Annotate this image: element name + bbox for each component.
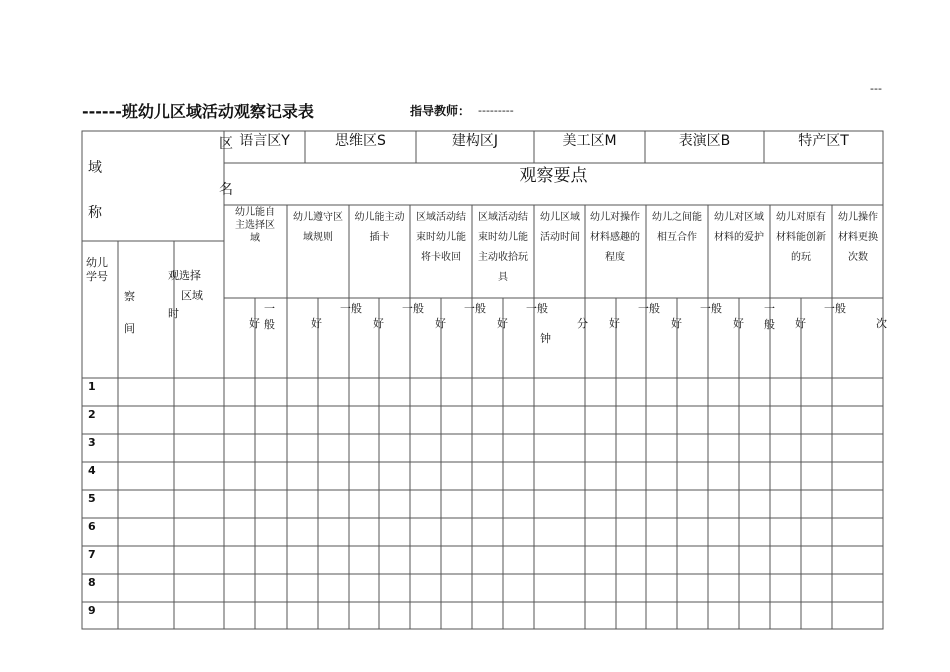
row-number: 4 bbox=[88, 464, 96, 477]
rating-fair: 一般 bbox=[824, 302, 846, 315]
point-cooperation: 幼儿之间能相互合作 bbox=[652, 212, 702, 243]
rating-fair-bottom: 般 bbox=[264, 318, 275, 331]
observation-title: 观察要点 bbox=[519, 166, 588, 186]
rating-fair: 一般 bbox=[526, 302, 548, 315]
rating-good: 好 bbox=[249, 317, 260, 330]
row-number: 2 bbox=[88, 408, 96, 421]
point-interest: 幼儿对操作材料感趣的程度 bbox=[590, 212, 640, 263]
zone-meigong: 美工区M bbox=[562, 133, 617, 149]
rating-good: 好 bbox=[373, 317, 384, 330]
row-number: 8 bbox=[88, 576, 96, 589]
rating-fair-top: 一 bbox=[764, 302, 775, 315]
label-cheng: 称 bbox=[88, 205, 102, 221]
corner-mark: --- bbox=[870, 82, 882, 95]
point-insert-card: 幼儿能主动插卡 bbox=[354, 212, 405, 243]
unit-fen: 分 bbox=[577, 317, 588, 330]
rating-fair-bottom: 般 bbox=[764, 318, 775, 331]
point-care-materials: 幼儿对区域材料的爱护 bbox=[714, 212, 764, 243]
rating-fair: 一般 bbox=[464, 302, 486, 315]
teacher-label: 指导教师： bbox=[410, 104, 471, 118]
zone-yuyan: 语言区Y bbox=[239, 133, 290, 149]
rating-fair-top: 一 bbox=[264, 302, 275, 315]
teacher-blank: --------- bbox=[478, 104, 514, 117]
label-shi: 时 bbox=[168, 307, 179, 320]
student-id-header: 幼儿学号 bbox=[86, 256, 108, 283]
point-follow-rules: 幼儿遵守区域规则 bbox=[293, 212, 343, 243]
rating-good: 好 bbox=[733, 317, 744, 330]
label-guanxuanze: 观选择 bbox=[168, 269, 201, 282]
rating-fair: 一般 bbox=[340, 302, 362, 315]
row-number: 1 bbox=[88, 380, 96, 393]
point-creative-play: 幼儿对原有材料能创新的玩 bbox=[776, 212, 826, 263]
label-qu: 区 bbox=[219, 136, 233, 152]
label-cha: 察 bbox=[124, 290, 135, 303]
rating-good: 好 bbox=[795, 317, 806, 330]
unit-ci: 次 bbox=[876, 317, 887, 330]
rating-fair: 一般 bbox=[638, 302, 660, 315]
label-jian: 间 bbox=[124, 322, 135, 335]
rating-good: 好 bbox=[435, 317, 446, 330]
rating-fair: 一般 bbox=[402, 302, 424, 315]
zone-biaoyan: 表演区B bbox=[678, 133, 731, 149]
zone-siwei: 思维区S bbox=[335, 133, 386, 149]
page-title: ------班幼儿区域活动观察记录表 bbox=[82, 102, 314, 121]
label-yu: 域 bbox=[88, 160, 102, 176]
rating-good: 好 bbox=[311, 317, 322, 330]
rating-good: 好 bbox=[497, 317, 508, 330]
row-number: 5 bbox=[88, 492, 96, 505]
rating-fair: 一般 bbox=[700, 302, 722, 315]
point-retrieve-card: 区域活动结束时幼儿能将卡收回 bbox=[416, 212, 466, 263]
row-number: 3 bbox=[88, 436, 96, 449]
point-select-zone: 幼儿能自主选择区域 bbox=[235, 207, 275, 244]
rating-good: 好 bbox=[671, 317, 682, 330]
point-tidy-toys: 区域活动结束时幼儿能主动收拾玩具 bbox=[478, 212, 528, 283]
zone-techan: 特产区T bbox=[798, 133, 849, 149]
row-number: 9 bbox=[88, 604, 96, 617]
label-ming: 名 bbox=[219, 182, 233, 198]
zone-jiangou: 建构区J bbox=[451, 133, 499, 149]
rating-good: 好 bbox=[609, 317, 620, 330]
point-change-count: 幼儿操作材料更换次数 bbox=[838, 212, 878, 263]
label-quyu: 区域 bbox=[181, 289, 203, 302]
unit-zhong: 钟 bbox=[540, 332, 551, 345]
row-number: 6 bbox=[88, 520, 96, 533]
row-number: 7 bbox=[88, 548, 96, 561]
point-activity-time: 幼儿区域活动时间 bbox=[540, 212, 580, 243]
